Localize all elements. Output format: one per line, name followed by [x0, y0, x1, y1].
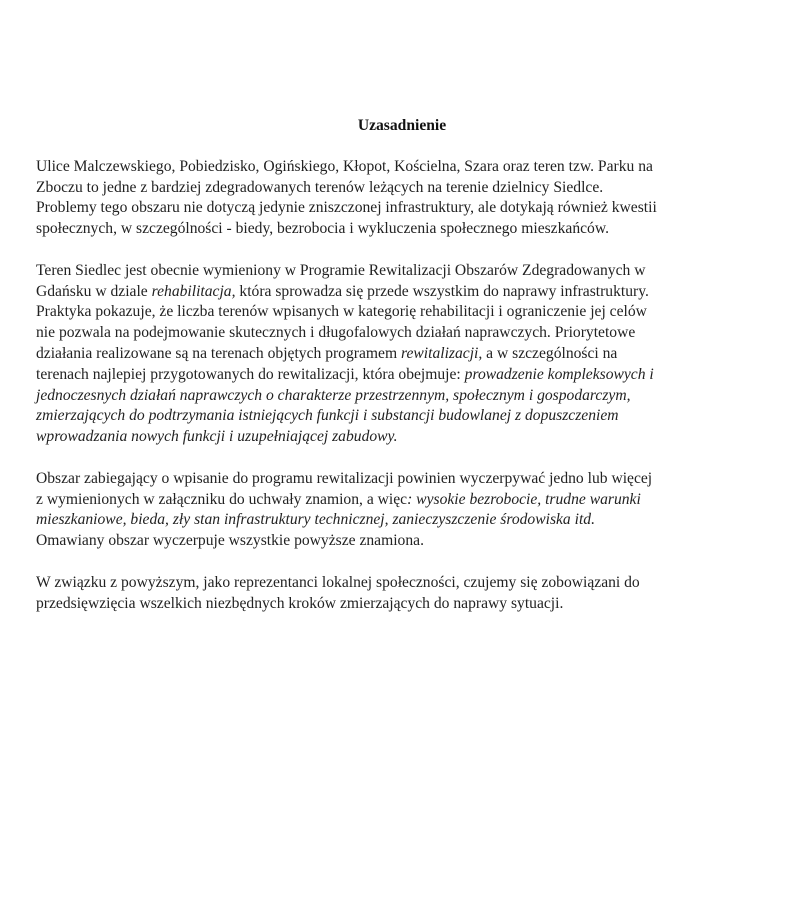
italic-term: rewitalizacji, [400, 344, 483, 362]
paragraph-2-line: jednoczesnych działań naprawczych o charakterze przestrzennym, społecznym i gospodarczym, [36, 386, 631, 404]
paragraph-2-line: zmierzających do podtrzymania istniejących funkcji i substancji budowlanej z dopuszczeniem [36, 407, 619, 425]
paragraph-3-line: mieszkaniowe, bieda, zły stan infrastruktury technicznej, zanieczyszczenie środowiska itd. [36, 511, 595, 529]
paragraph-2-line [36, 344, 768, 365]
document-body [36, 116, 768, 635]
document-title: Uzasadnienie [357, 117, 447, 134]
paragraph-3-line: Obszar zabiegający o wpisanie do programu rewitalizacji powinien wyczerpywać jedno lub więcej [36, 469, 653, 487]
paragraph-2-line: wprowadzania nowych funkcji i uzupełniającej zabudowy. [36, 428, 398, 446]
paragraph-3 [36, 469, 768, 552]
paragraph-4-line: W związku z powyższym, jako reprezentanci lokalnej społeczności, czujemy się zobowiązani do [36, 573, 640, 591]
paragraph-4 [36, 573, 768, 615]
italic-quote: : wysokie bezrobocie, trudne warunki [407, 490, 641, 508]
text-run: a w szczególności na [482, 344, 618, 362]
paragraph-1 [36, 157, 768, 240]
text-run: terenach najlepiej przygotowanych do rewitalizacji, która obejmuje: [36, 365, 465, 383]
paragraph-2-line: Praktyka pokazuje, że liczba terenów wpisanych w kategorię rehabilitacji i ograniczenie jej celów [36, 303, 647, 321]
italic-quote: prowadzenie kompleksowych i [464, 365, 654, 383]
paragraph-4-line: przedsięwzięcia wszelkich niezbędnych kroków zmierzających do naprawy sytuacji. [36, 594, 564, 612]
text-run: która sprowadza się przede wszystkim do naprawy infrastruktury. [235, 282, 649, 300]
paragraph-1-line: Zboczu to jedne z bardziej zdegradowanych terenów leżących na terenie dzielnicy Siedlce. [36, 178, 604, 196]
text-run: Gdańsku w dziale [36, 282, 152, 300]
paragraph-3-line: Omawiany obszar wyczerpuje wszystkie powyższe znamiona. [36, 532, 424, 550]
paragraph-2-line: nie pozwala na podejmowanie skutecznych i długofalowych działań naprawczych. Priorytetowe [36, 324, 636, 342]
text-run: działania realizowane są na terenach objętych programem [36, 344, 401, 362]
paragraph-1-line: Problemy tego obszaru nie dotyczą jedynie zniszczonej infrastruktury, ale dotykają również kwestii [36, 199, 657, 217]
text-run: z wymienionych w załączniku do uchwały znamion, a więc [36, 490, 408, 508]
paragraph-1-line: Ulice Malczewskiego, Pobiedzisko, Ogińskiego, Kłopot, Kościelna, Szara oraz teren tzw. Parku na [36, 157, 653, 175]
paragraph-3-line [36, 490, 768, 511]
paragraph-1-line: społecznych, w szczególności - biedy, bezrobocia i wykluczenia społecznego mieszkańców. [36, 220, 609, 238]
paragraph-2-line [36, 282, 768, 303]
paragraph-2 [36, 261, 768, 448]
paragraph-2-line: Teren Siedlec jest obecnie wymieniony w Programie Rewitalizacji Obszarów Zdegradowanych w [36, 261, 646, 279]
italic-term: rehabilitacja, [151, 282, 236, 300]
paragraph-2-line [36, 365, 768, 386]
